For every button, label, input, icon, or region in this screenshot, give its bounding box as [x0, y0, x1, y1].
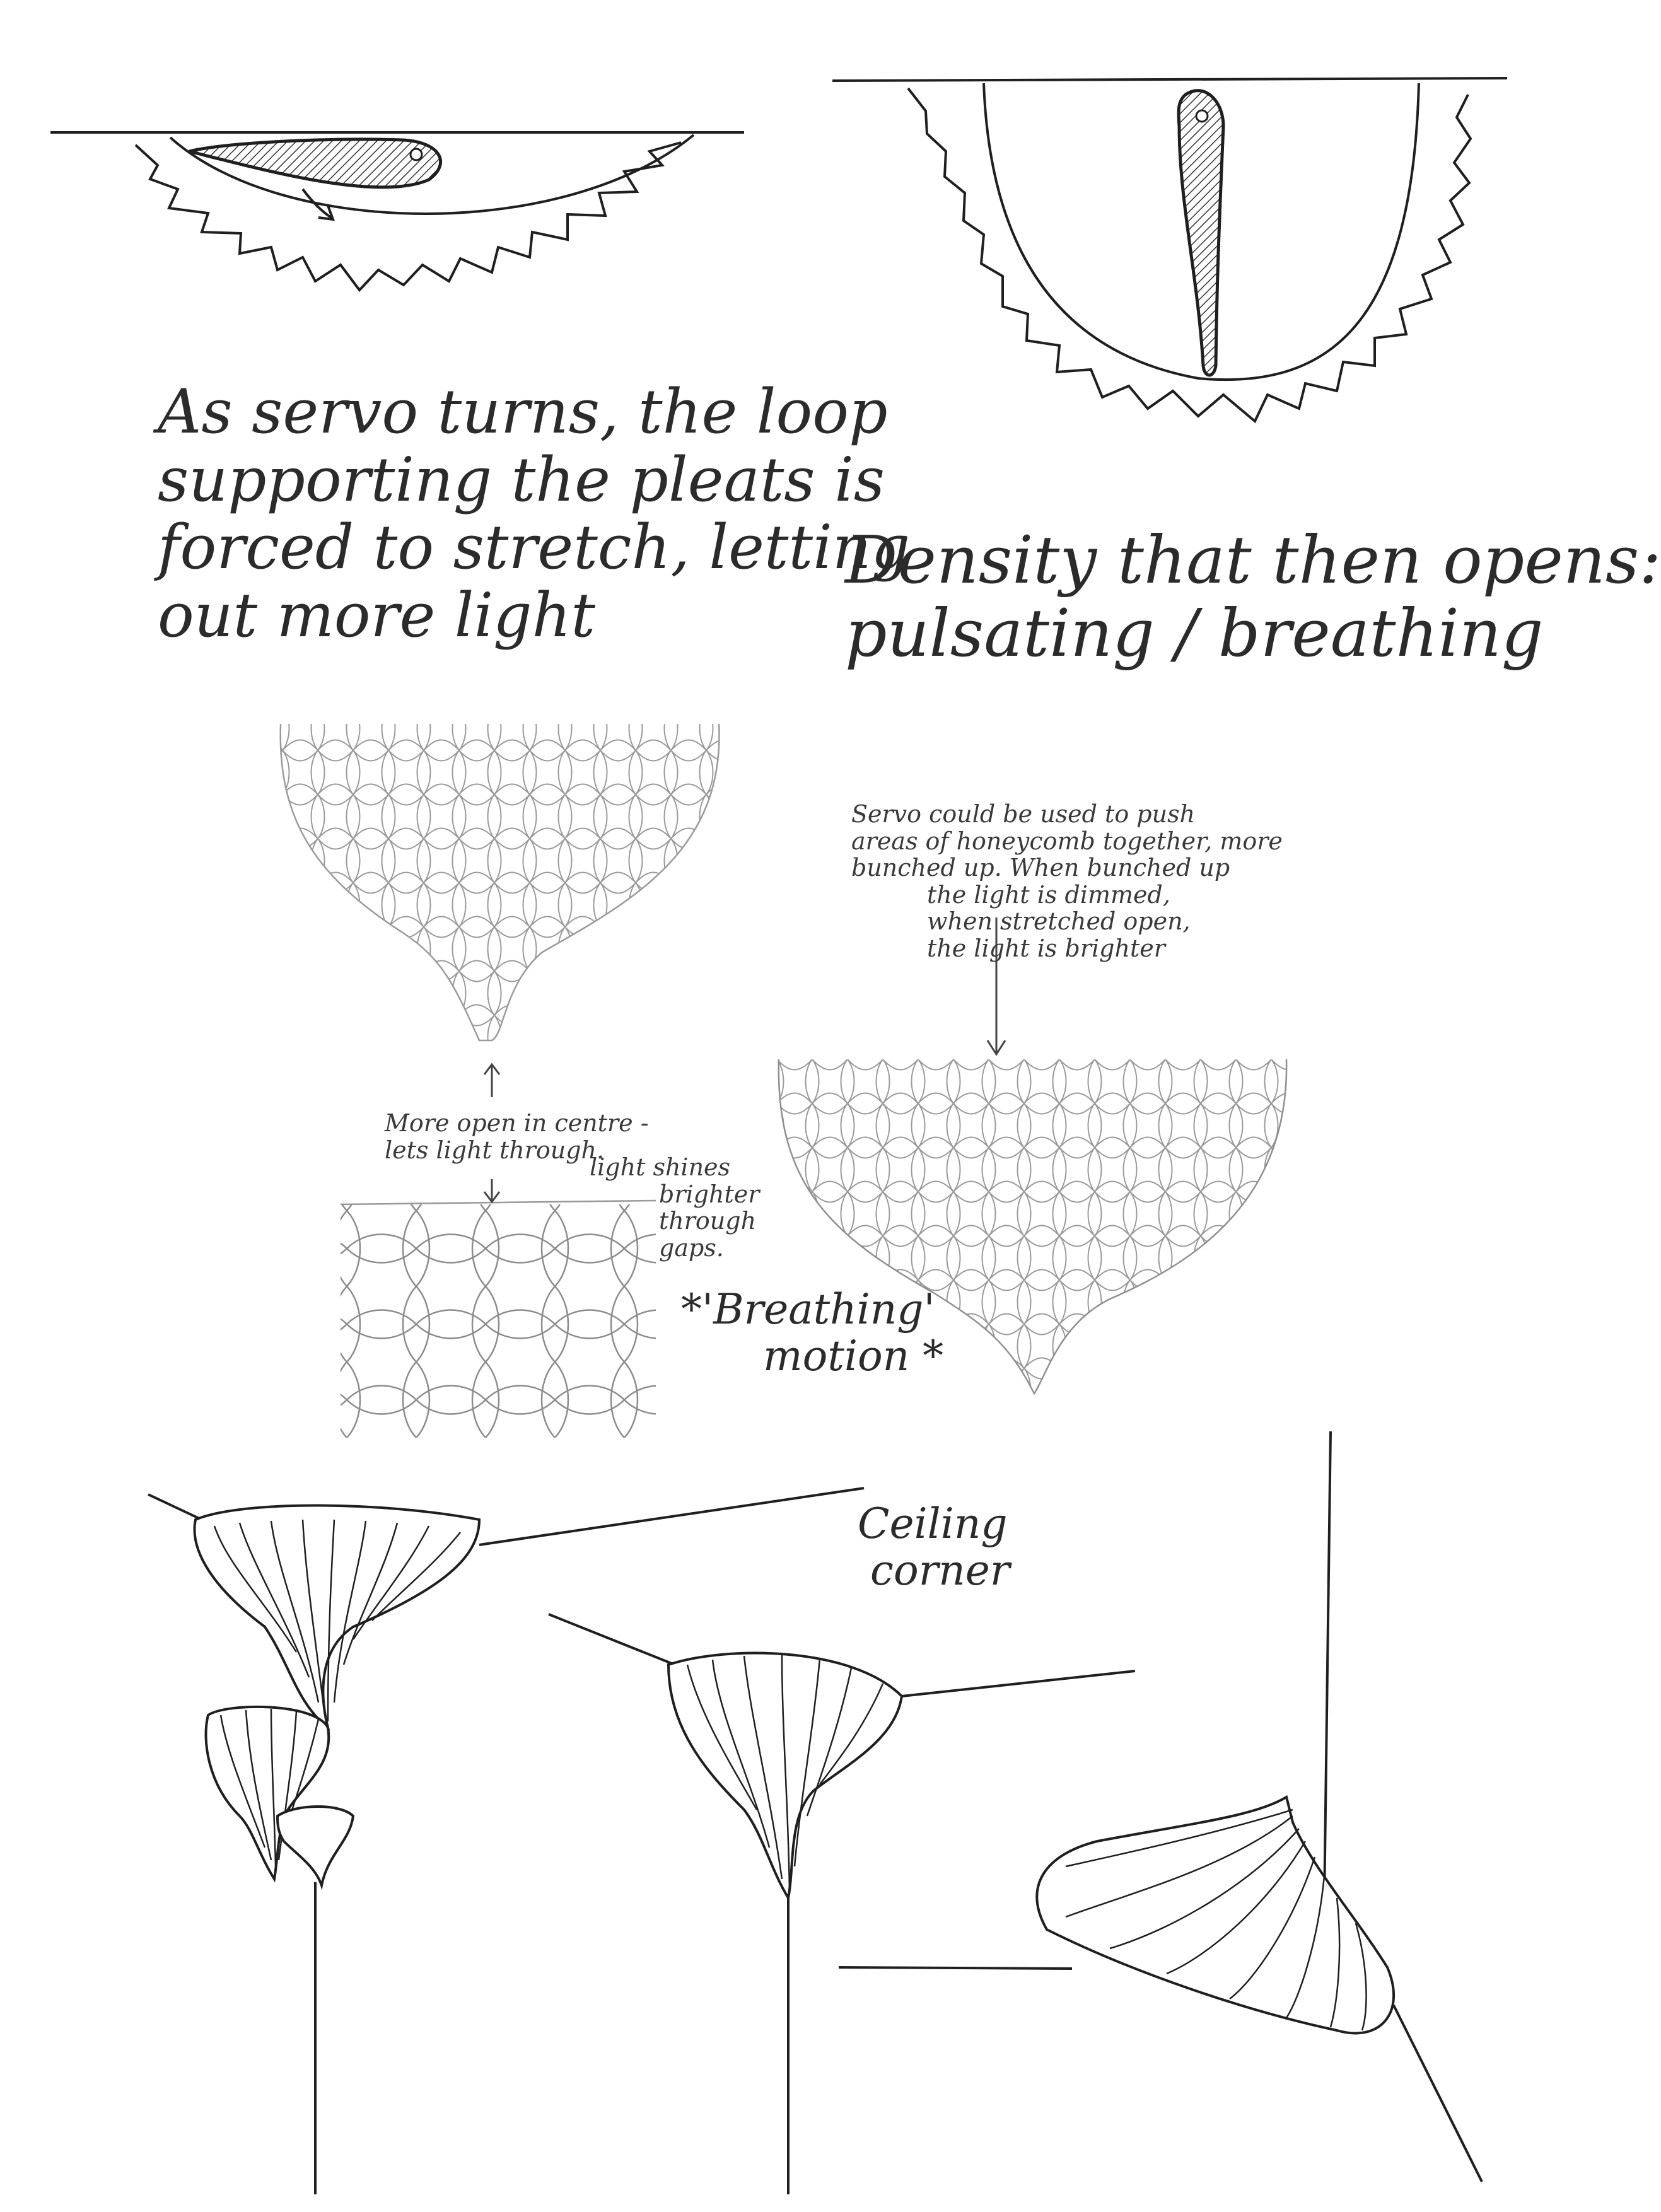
ceiling-pendant-sketch [148, 1488, 864, 2194]
servo-loop-sketch-right [832, 78, 1507, 421]
density-note [845, 523, 1661, 670]
ceiling-note-line-1: Ceiling [858, 1499, 1008, 1548]
gaps-note-line-2: brighter [659, 1180, 760, 1208]
centre-note-line-2: lets light through. [385, 1136, 605, 1164]
gaps-note-line-1: light shines [590, 1153, 731, 1181]
density-note-line-1: Density that then opens: [845, 521, 1661, 598]
servo-loop-sketch-left [50, 132, 744, 290]
servo-note-line-2: supporting the pleats is [158, 444, 885, 515]
honeycomb-servo-note [851, 801, 1283, 962]
centre-note-line-1: More open in centre - [385, 1109, 649, 1137]
breathing-motion-note [681, 1286, 943, 1380]
ceiling-note-line-2: corner [870, 1545, 1010, 1595]
servo-note-line-1: As servo turns, the loop [158, 376, 888, 447]
honeycomb-lantern-bunched [277, 719, 731, 1097]
servo-note-line-4: out more light [158, 579, 596, 651]
honeycomb-note-line-5: when stretched open, [927, 907, 1191, 936]
honeycomb-note-line-6: the light is brighter [927, 934, 1165, 962]
density-note-line-2: pulsating / breathing [845, 595, 1544, 672]
breathing-note-line-1: *'Breathing' [681, 1285, 935, 1334]
servo-note-line-3: forced to stretch, letting [158, 512, 911, 583]
breathing-note-line-2: motion * [763, 1331, 944, 1380]
honeycomb-note-line-3: bunched up. When bunched up [851, 854, 1230, 882]
gaps-note-line-4: gaps. [659, 1233, 724, 1262]
honeycomb-note-line-1: Servo could be used to push [851, 800, 1196, 828]
honeycomb-note-line-2: areas of honeycomb together, more [851, 827, 1283, 855]
ceiling-corner-note [858, 1501, 1010, 1594]
gaps-note [590, 1154, 759, 1261]
gaps-note-line-3: through [659, 1207, 757, 1235]
servo-explanation-note [158, 378, 910, 649]
honeycomb-note-line-4: the light is dimmed, [927, 880, 1170, 909]
